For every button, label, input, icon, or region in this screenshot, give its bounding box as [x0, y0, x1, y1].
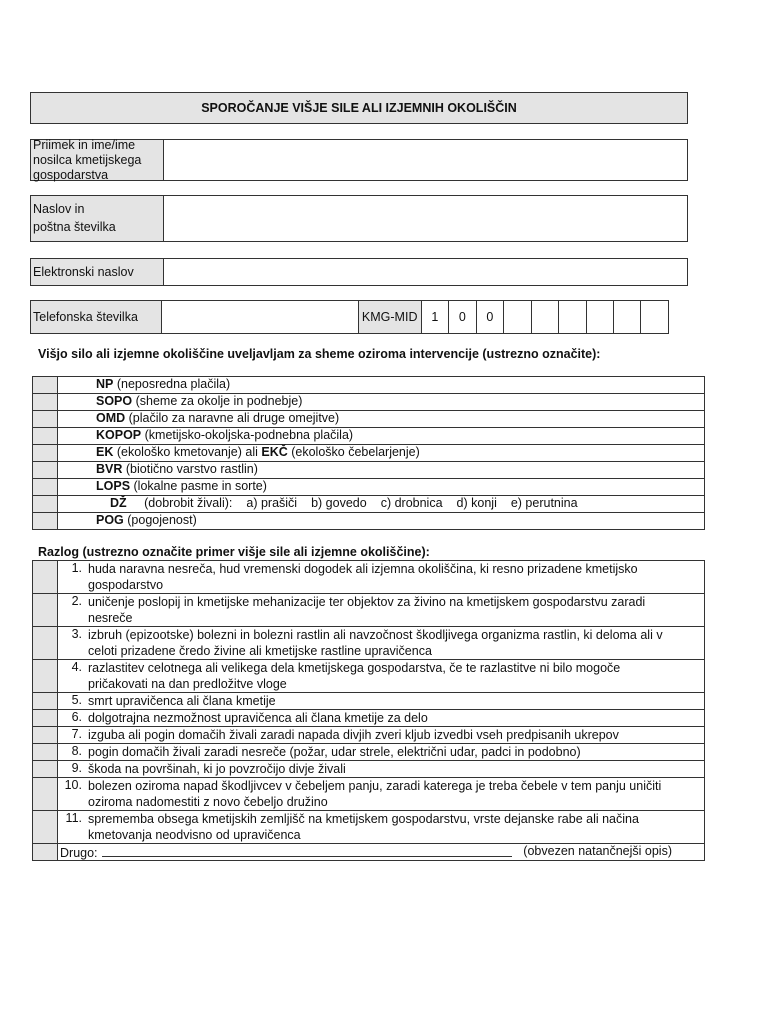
- scheme-row: [33, 394, 705, 411]
- scheme-row: [33, 496, 705, 513]
- reason-text: izguba ali pogin domačih živali zaradi napada divjih zveri kljub izvedbi vseh predpisanih ukrepov: [88, 728, 619, 742]
- reasons-table: [32, 560, 705, 861]
- schemes-heading: Višjo silo ali izjemne okoliščine uveljavljam za sheme oziroma intervencije (ustrezno označite):: [38, 347, 601, 361]
- reason-row: 11. sprememba obsega kmetijskih zemljišč na kmetijskem gospodarstvu, vrste dejanske rabe ali načina kmetovanja neodvisno od upravičenca: [33, 811, 705, 844]
- reason-checkbox[interactable]: [33, 561, 58, 594]
- email-row: [30, 258, 688, 286]
- reason-checkbox[interactable]: [33, 594, 58, 627]
- scheme-label: POG (pogojenost): [58, 513, 705, 530]
- holder-name-input[interactable]: [164, 140, 687, 180]
- scheme-row: [33, 479, 705, 496]
- reason-text: nesreče: [88, 611, 133, 625]
- reason-text: pričakovati na dan predložitve vloge: [88, 677, 287, 691]
- scheme-row: [33, 411, 705, 428]
- holder-name-row: [30, 139, 688, 181]
- reason-row: 3. izbruh (epizootske) bolezni in bolezni rastlin ali navzočnost škodljivega organizma rastlin, ki deloma ali v celoti prizadene čredo živine ali kmetijske rastline upravičenca: [33, 627, 705, 660]
- email-label: Elektronski naslov: [31, 259, 164, 285]
- reason-checkbox[interactable]: [33, 627, 58, 660]
- scheme-checkbox[interactable]: [33, 394, 58, 411]
- other-input-line[interactable]: [102, 844, 512, 857]
- schemes-table: [32, 376, 705, 530]
- reason-checkbox[interactable]: [33, 844, 58, 861]
- animal-option[interactable]: a) prašiči: [246, 496, 298, 510]
- scheme-checkbox[interactable]: [33, 428, 58, 445]
- animal-option[interactable]: e) perutnina: [510, 496, 578, 510]
- holder-name-label: Priimek in ime/ime nosilca kmetijskega gospodarstva: [31, 140, 164, 180]
- reason-checkbox[interactable]: [33, 660, 58, 693]
- scheme-label: SOPO (sheme za okolje in podnebje): [58, 394, 705, 411]
- reason-row: 4. razlastitev celotnega ali velikega dela kmetijskega gospodarstva, če te razlastitve ni bilo mogoče pričakovati na dan predložitve vloge: [33, 660, 705, 693]
- scheme-label: DŽ (dobrobit živali): a) prašiči b) govedo c) drobnica d) konji e) perutnina: [58, 496, 705, 513]
- address-label: Naslov in poštna številka: [31, 196, 164, 241]
- reason-text: bolezen oziroma napad škodljivcev v čebeljem panju, zaradi katerega je treba čebele v tem panju uničiti: [88, 779, 662, 793]
- scheme-label: NP (neposredna plačila): [58, 377, 705, 394]
- scheme-checkbox[interactable]: [33, 445, 58, 462]
- reason-row: 1. huda naravna nesreča, hud vremenski dogodek ali izjemna okoliščina, ki resno prizadene kmetijsko gospodarstvo: [33, 561, 705, 594]
- kmg-digit[interactable]: 0: [449, 301, 476, 333]
- reason-checkbox[interactable]: [33, 761, 58, 778]
- reason-row: 5. smrt upravičenca ali člana kmetije: [33, 693, 705, 710]
- reason-checkbox[interactable]: [33, 778, 58, 811]
- reason-row-other: [33, 844, 705, 861]
- reason-text: gospodarstvo: [88, 578, 164, 592]
- other-note: (obvezen natančnejši opis): [523, 844, 672, 858]
- scheme-label: BVR (biotično varstvo rastlin): [58, 462, 705, 479]
- other-label: Drugo:: [60, 846, 98, 860]
- reason-text: škoda na površinah, ki jo povzročijo divje živali: [88, 762, 346, 776]
- kmg-digit[interactable]: [614, 301, 641, 333]
- scheme-label: LOPS (lokalne pasme in sorte): [58, 479, 705, 496]
- animal-option[interactable]: d) konji: [456, 496, 497, 510]
- reason-checkbox[interactable]: [33, 727, 58, 744]
- reason-text: uničenje poslopij in kmetijske mehanizacije ter objektov za živino na kmetijskem gospodarstvu zaradi: [88, 595, 646, 609]
- reason-text: smrt upravičenca ali člana kmetije: [88, 694, 276, 708]
- kmg-digit[interactable]: 1: [422, 301, 449, 333]
- reason-text: dolgotrajna nezmožnost upravičenca ali člana kmetije za delo: [88, 711, 428, 725]
- reason-checkbox[interactable]: [33, 811, 58, 844]
- scheme-checkbox[interactable]: [33, 496, 58, 513]
- reason-text: izbruh (epizootske) bolezni in bolezni rastlin ali navzočnost škodljivega organizma rastlin, ki deloma ali v: [88, 628, 663, 642]
- reason-text: huda naravna nesreča, hud vremenski dogodek ali izjemna okoliščina, ki resno prizadene kmetijsko: [88, 562, 638, 576]
- kmg-mid-label: KMG-MID: [359, 301, 422, 333]
- reason-text: kmetovanja neodvisno od upravičenca: [88, 828, 301, 842]
- kmg-digit[interactable]: [532, 301, 559, 333]
- reasons-heading: Razlog (ustrezno označite primer višje sile ali izjemne okoliščine):: [38, 545, 430, 559]
- reason-row: 8. pogin domačih živali zaradi nesreče (požar, udar strele, električni udar, padci in podobno): [33, 744, 705, 761]
- reason-text: sprememba obsega kmetijskih zemljišč na kmetijskem gospodarstvu, vrste dejanske rabe ali načina: [88, 812, 639, 826]
- scheme-row: [33, 462, 705, 479]
- reason-text: oziroma nadomestiti z novo čebeljo družino: [88, 795, 328, 809]
- scheme-label: OMD (plačilo za naravne ali druge omejitve): [58, 411, 705, 428]
- phone-label: Telefonska številka: [31, 301, 162, 333]
- scheme-label: EK (ekološko kmetovanje) ali EKČ (ekološko čebelarjenje): [58, 445, 705, 462]
- reason-row: 7. izguba ali pogin domačih živali zaradi napada divjih zveri kljub izvedbi vseh predpisanih ukrepov: [33, 727, 705, 744]
- scheme-checkbox[interactable]: [33, 479, 58, 496]
- scheme-label: KOPOP (kmetijsko-okoljska-podnebna plačila): [58, 428, 705, 445]
- scheme-checkbox[interactable]: [33, 411, 58, 428]
- scheme-row: [33, 445, 705, 462]
- address-row: [30, 195, 688, 242]
- reason-checkbox[interactable]: [33, 693, 58, 710]
- reason-text: pogin domačih živali zaradi nesreče (požar, udar strele, električni udar, padci in podobno): [88, 745, 581, 759]
- reason-checkbox[interactable]: [33, 744, 58, 761]
- animal-option[interactable]: c) drobnica: [380, 496, 443, 510]
- reason-row: 6. dolgotrajna nezmožnost upravičenca ali člana kmetije za delo: [33, 710, 705, 727]
- reason-row: 9. škoda na površinah, ki jo povzročijo divje živali: [33, 761, 705, 778]
- kmg-digit[interactable]: [559, 301, 586, 333]
- scheme-row: [33, 377, 705, 394]
- scheme-checkbox[interactable]: [33, 513, 58, 530]
- kmg-digit[interactable]: [641, 301, 667, 333]
- scheme-checkbox[interactable]: [33, 462, 58, 479]
- reason-checkbox[interactable]: [33, 710, 58, 727]
- phone-input[interactable]: [162, 301, 359, 333]
- reason-row: 10. bolezen oziroma napad škodljivcev v čebeljem panju, zaradi katerega je treba čebele v tem panju uničiti oziroma nadomestiti z novo čebeljo družino: [33, 778, 705, 811]
- scheme-checkbox[interactable]: [33, 377, 58, 394]
- phone-kmg-row: [30, 300, 669, 334]
- kmg-digit[interactable]: [587, 301, 614, 333]
- scheme-row: [33, 428, 705, 445]
- kmg-digit[interactable]: [504, 301, 531, 333]
- reason-text: celoti prizadene čredo živine ali kmetijske rastline upravičenca: [88, 644, 432, 658]
- reason-row: 2. uničenje poslopij in kmetijske mehanizacije ter objektov za živino na kmetijskem gospodarstvu zaradi nesreče: [33, 594, 705, 627]
- scheme-row: [33, 513, 705, 530]
- address-input[interactable]: [164, 196, 687, 241]
- email-input[interactable]: [164, 259, 687, 285]
- kmg-digit[interactable]: 0: [477, 301, 504, 333]
- reason-text: razlastitev celotnega ali velikega dela kmetijskega gospodarstva, če te razlastitve ni bilo mogoče: [88, 661, 621, 675]
- animal-option[interactable]: b) govedo: [311, 496, 367, 510]
- form-title: SPOROČANJE VIŠJE SILE ALI IZJEMNIH OKOLIŠČIN: [30, 92, 688, 124]
